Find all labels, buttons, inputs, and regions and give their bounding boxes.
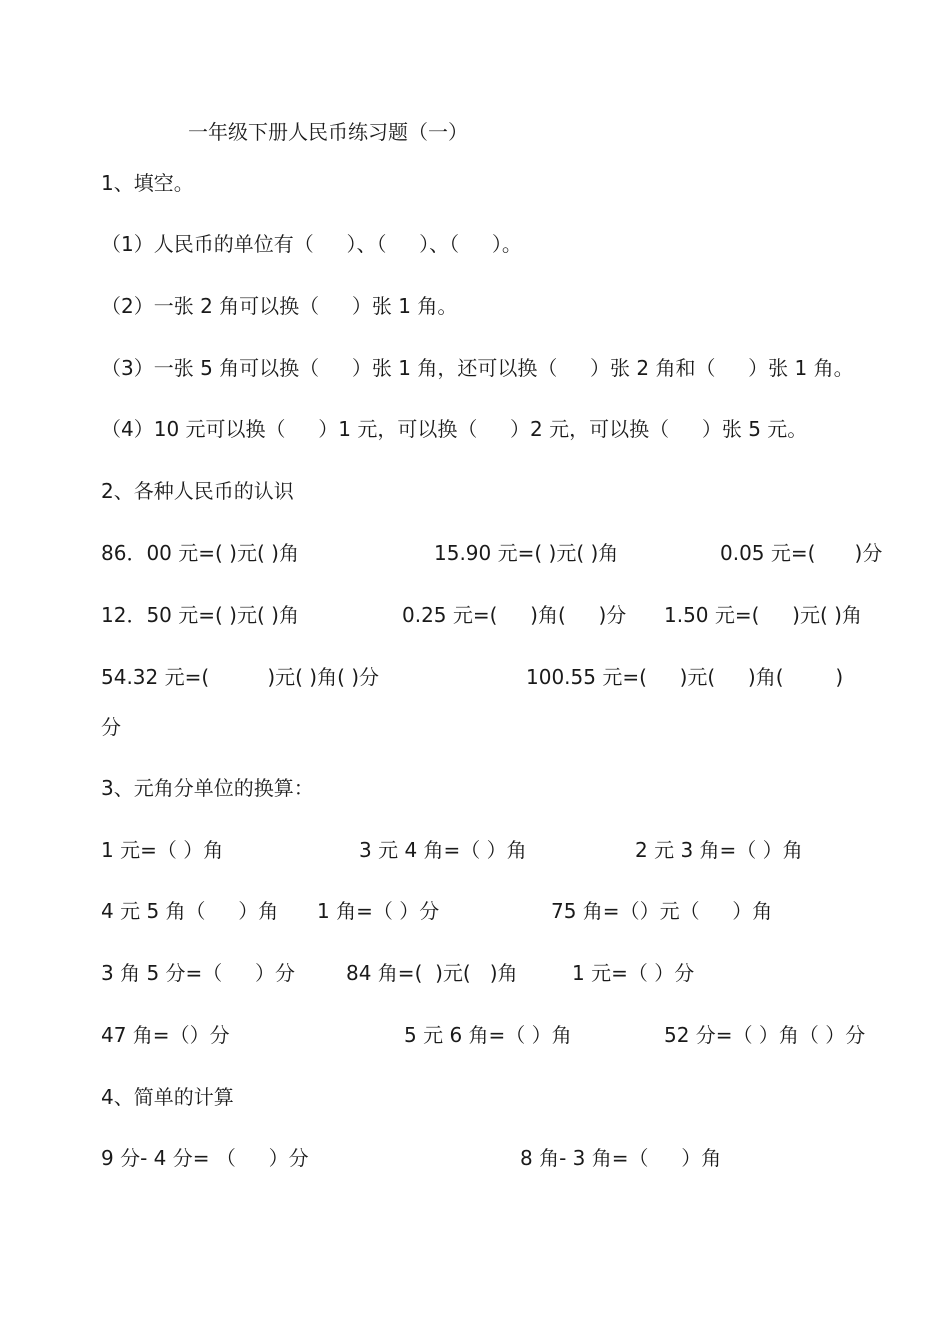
convert-q-6: 75 角=（）元（ ）角 — [551, 899, 773, 923]
section-2-heading: 2、各种人民币的认识 — [101, 479, 294, 503]
convert-q-4: 4 元 5 角（ ）角 — [101, 899, 279, 923]
convert-q-10: 47 角=（）分 — [101, 1023, 230, 1047]
money-q-8-wrap: 分 — [101, 715, 121, 739]
fill-item-1: （1）人民币的单位有（ ）、（ ）、（ ）。 — [101, 232, 522, 256]
fill-item-3: （3）一张 5 角可以换（ ）张 1 角，还可以换（ ）张 2 角和（ ）张 1 角。 — [101, 356, 854, 380]
money-q-1: 86．00 元=( )元( )角 — [101, 541, 299, 565]
money-q-8: 100.55 元=( )元( )角( ) — [526, 665, 844, 689]
fill-item-4: （4）10 元可以换（ ）1 元，可以换（ ）2 元，可以换（ ）张 5 元。 — [101, 417, 808, 441]
money-q-2: 15.90 元=( )元( )角 — [434, 541, 619, 565]
money-q-6: 1.50 元=( )元( )角 — [664, 603, 862, 627]
convert-q-3: 2 元 3 角=（ ）角 — [635, 838, 803, 862]
convert-q-11: 5 元 6 角=（ ）角 — [404, 1023, 572, 1047]
calc-q-2: 8 角- 3 角=（ ）角 — [520, 1146, 722, 1170]
convert-q-1: 1 元=（ ）角 — [101, 838, 224, 862]
money-q-4: 12．50 元=( )元( )角 — [101, 603, 299, 627]
money-q-5: 0.25 元=( )角( )分 — [402, 603, 627, 627]
convert-q-7: 3 角 5 分=（ ）分 — [101, 961, 295, 985]
section-1-heading: 1、填空。 — [101, 171, 194, 195]
money-q-7: 54.32 元=( )元( )角( )分 — [101, 665, 380, 689]
money-q-3: 0.05 元=( )分 — [720, 541, 883, 565]
convert-q-12: 52 分=（ ）角（ ）分 — [664, 1023, 866, 1047]
convert-q-8: 84 角=( )元( )角 — [346, 961, 518, 985]
section-3-heading: 3、元角分单位的换算： — [101, 776, 314, 800]
page-title: 一年级下册人民币练习题（一） — [188, 120, 468, 144]
section-4-heading: 4、简单的计算 — [101, 1085, 234, 1109]
convert-q-9: 1 元=（ ）分 — [572, 961, 695, 985]
convert-q-5: 1 角=（ ）分 — [317, 899, 440, 923]
convert-q-2: 3 元 4 角=（ ）角 — [359, 838, 527, 862]
fill-item-2: （2）一张 2 角可以换（ ）张 1 角。 — [101, 294, 458, 318]
calc-q-1: 9 分- 4 分= （ ）分 — [101, 1146, 309, 1170]
